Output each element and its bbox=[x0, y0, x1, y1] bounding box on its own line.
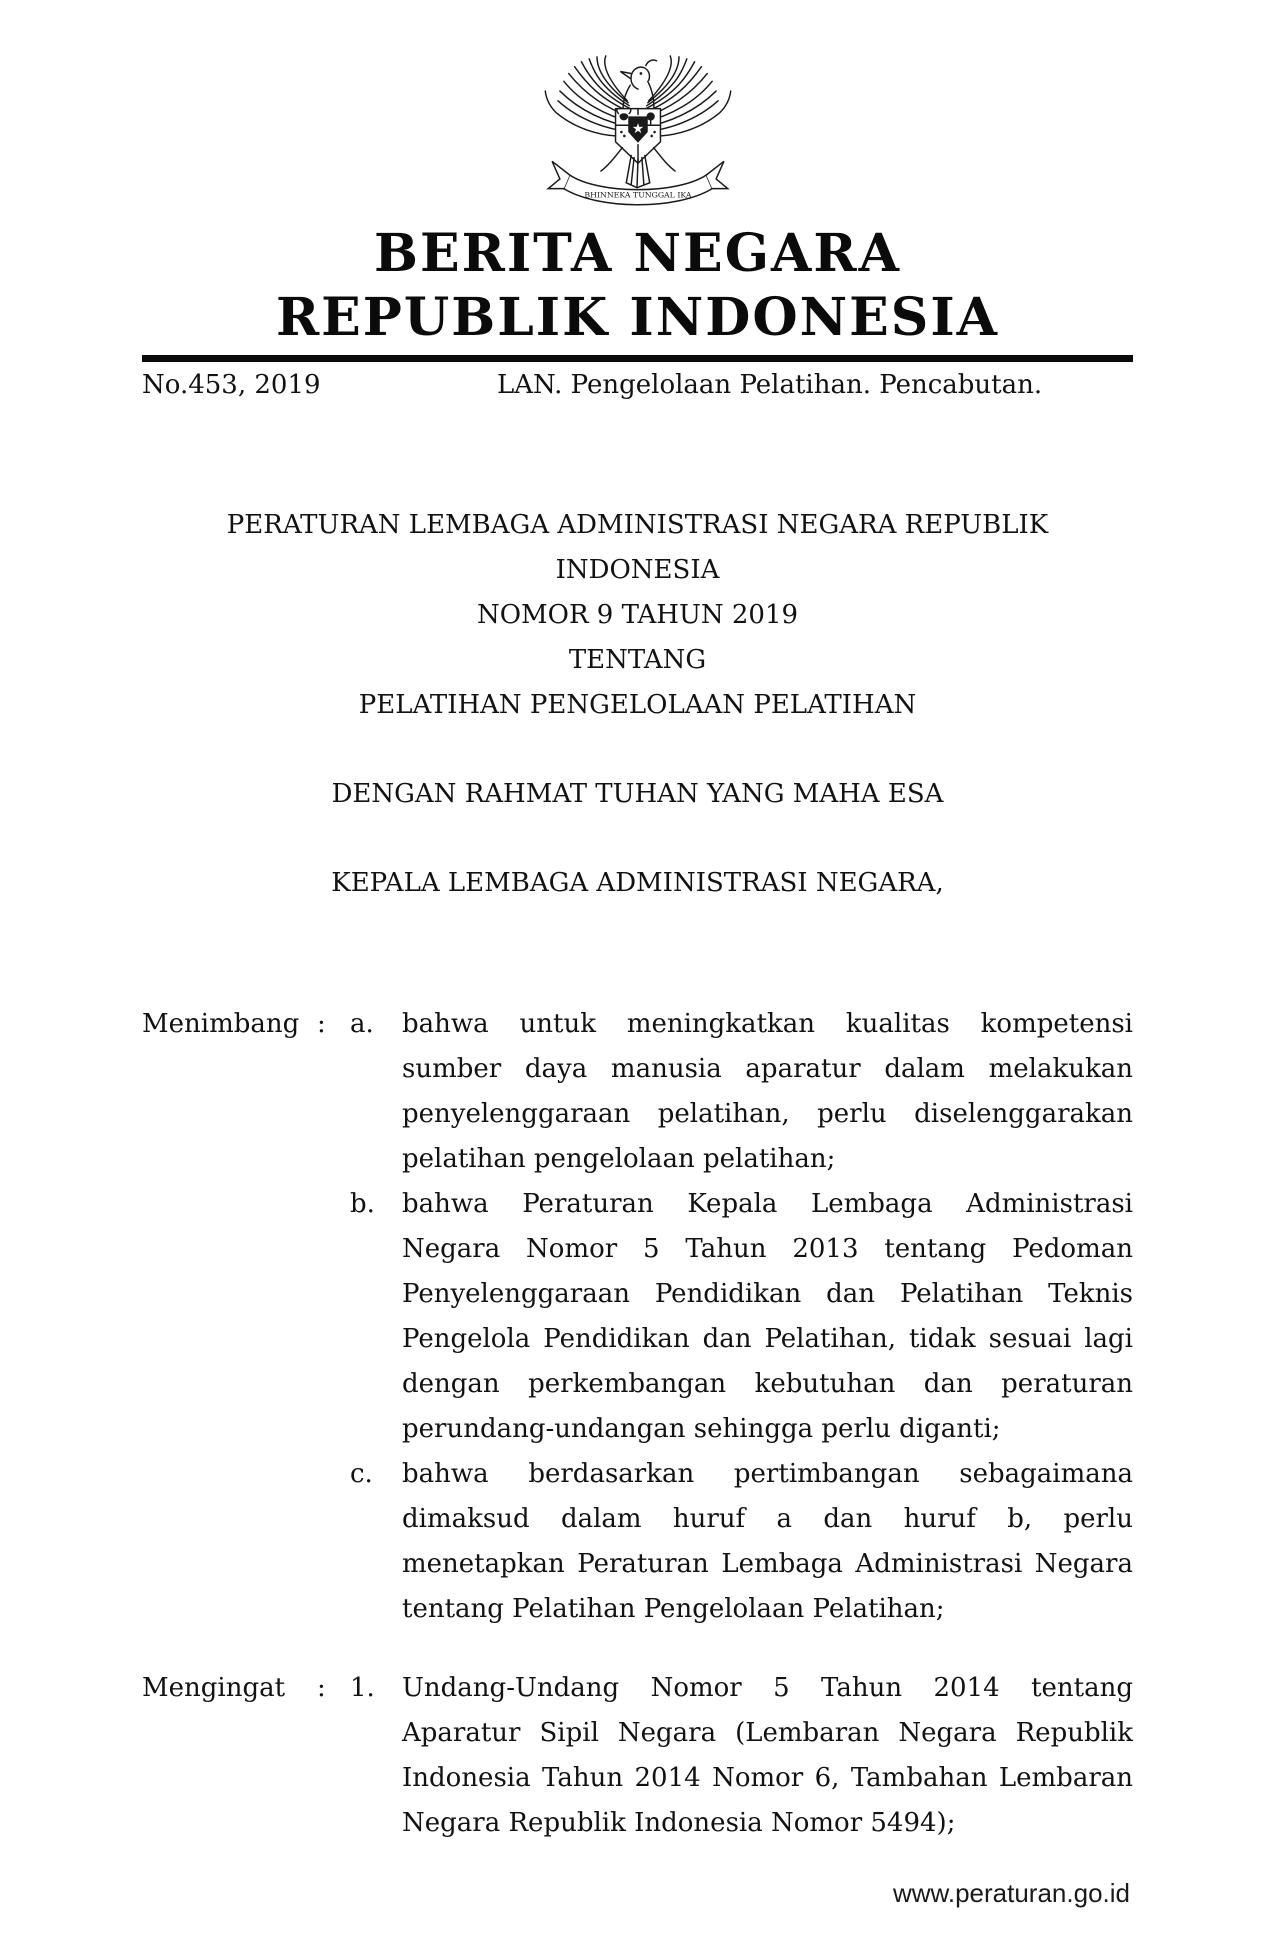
legal-basis-section bbox=[142, 1666, 1133, 1846]
issuing-official-line: KEPALA LEMBAGA ADMINISTRASI NEGARA, bbox=[331, 868, 944, 898]
gazette-subject: LAN. Pengelolaan Pelatihan. Pencabutan. bbox=[497, 370, 1043, 400]
source-website: www.peraturan.go.id bbox=[892, 1878, 1130, 1908]
item-marker: a. bbox=[350, 1009, 374, 1039]
legal-basis-items bbox=[350, 1666, 1133, 1846]
item-marker: b. bbox=[350, 1189, 375, 1219]
item-text: Undang-Undang Nomor 5 Tahun 2014 tentang Aparatur Sipil Negara (Lembaran Negara Republik Indonesia Tahun 2014 Nomor 6, Tambahan Lembaran Negara Republik Indonesia Nomor 5494); bbox=[402, 1673, 1133, 1838]
masthead-rule bbox=[142, 355, 1133, 362]
regulation-title-block bbox=[142, 503, 1133, 728]
motto-ribbon-text: BHINNEKA TUNGGAL IKA bbox=[583, 190, 692, 200]
item-marker: 1. bbox=[350, 1673, 375, 1703]
item-marker: c. bbox=[350, 1459, 373, 1489]
gazette-number: No.453, 2019 bbox=[142, 370, 321, 400]
gazette-title-line2: REPUBLIK INDONESIA bbox=[275, 287, 1000, 348]
consideration-item-b bbox=[350, 1182, 1133, 1452]
consideration-item-c bbox=[350, 1452, 1133, 1632]
item-text: bahwa Peraturan Kepala Lembaga Administrasi Negara Nomor 5 Tahun 2013 tentang Pedoman Penyelenggaraan Pendidikan dan Pelatihan Teknis Pengelola Pendidikan dan Pelatihan, tidak sesuai lagi dengan perkembangan kebutuhan dan peraturan perundang-undangan sehingga perlu diganti; bbox=[402, 1189, 1133, 1444]
regulation-title-line2: NOMOR 9 TAHUN 2019 bbox=[476, 600, 799, 630]
item-text: bahwa untuk meningkatkan kualitas kompetensi sumber daya manusia aparatur dalam melakukan penyelenggaraan pelatihan, perlu diselenggarakan pelatihan pengelolaan pelatihan; bbox=[402, 1009, 1133, 1174]
legal-basis-item-1 bbox=[350, 1666, 1133, 1846]
invocation-line: DENGAN RAHMAT TUHAN YANG MAHA ESA bbox=[331, 779, 944, 809]
considering-section bbox=[142, 1002, 1133, 1632]
regulation-title-line1: PERATURAN LEMBAGA ADMINISTRASI NEGARA REPUBLIK INDONESIA bbox=[226, 510, 1049, 585]
gazette-title-line1: BERITA NEGARA bbox=[374, 223, 901, 284]
legal-basis-label: Mengingat bbox=[142, 1673, 286, 1703]
legal-basis-colon: : bbox=[317, 1673, 326, 1703]
emblem-container bbox=[142, 52, 1133, 216]
considering-label: Menimbang bbox=[142, 1009, 300, 1039]
regulation-title-line4: PELATIHAN PENGELOLAAN PELATIHAN bbox=[358, 690, 917, 720]
considering-items bbox=[350, 1002, 1133, 1632]
garuda-pancasila-icon bbox=[540, 52, 736, 216]
regulation-title-line3: TENTANG bbox=[568, 645, 707, 675]
pancasila-star-icon: ★ bbox=[631, 121, 644, 138]
consideration-item-a bbox=[350, 1002, 1133, 1182]
item-text: bahwa berdasarkan pertimbangan sebagaimana dimaksud dalam huruf a dan huruf b, perlu menetapkan Peraturan Lembaga Administrasi Negara tentang Pelatihan Pengelolaan Pelatihan; bbox=[402, 1459, 1133, 1624]
gazette-meta-row bbox=[142, 369, 1133, 403]
gazette-masthead bbox=[142, 222, 1133, 350]
considering-colon: : bbox=[317, 1009, 326, 1039]
